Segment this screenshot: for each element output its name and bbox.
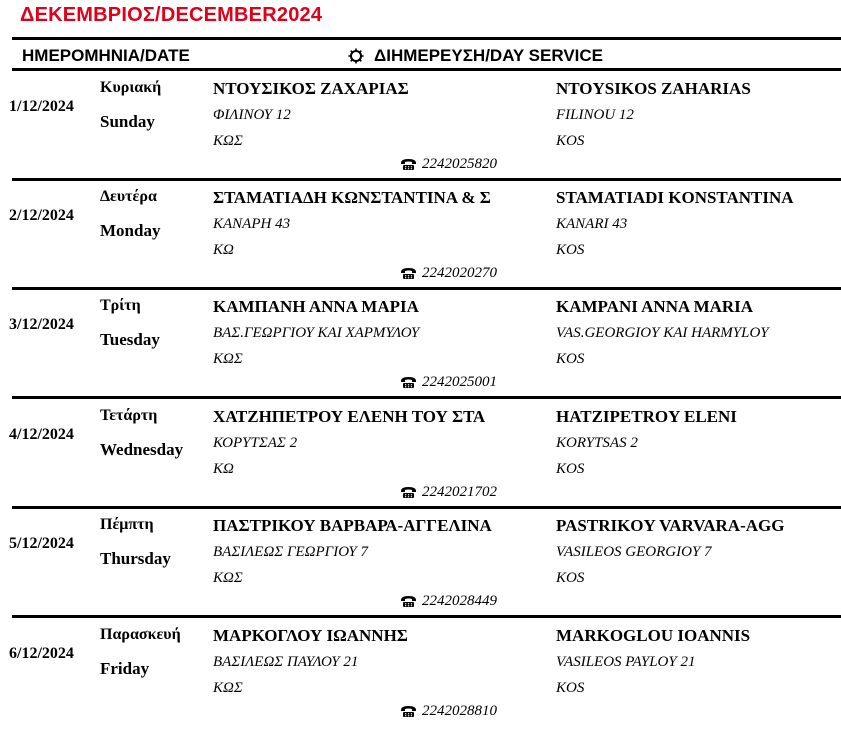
entry-city-gr: ΚΩ — [213, 242, 234, 258]
divider — [12, 615, 841, 618]
phone-icon — [400, 267, 417, 280]
entry-name-en: MARKOGLOU IOANNIS — [556, 626, 751, 645]
divider — [12, 506, 841, 509]
page-title: ΔΕΚΕΜΒΡΙΟΣ/DECEMBER2024 — [20, 4, 323, 26]
entry-address-gr: ΒΑΣΙΛΕΩΣ ΠΑΥΛΟΥ 21 — [213, 654, 359, 670]
entry-city-en: KOS — [556, 570, 585, 586]
entry-name-en: HATZIPETROY ELENI — [556, 407, 737, 426]
entry-phone-number: 2242020270 — [422, 265, 497, 281]
entry-name-gr: ΣΤΑΜΑΤΙΑΔΗ ΚΩΝΣΤΑΝΤΙΝΑ & Σ — [213, 188, 491, 207]
service-column-header — [348, 46, 603, 66]
sun-icon — [348, 48, 364, 64]
entry-phone-number: 2242025820 — [422, 156, 497, 172]
entry-date: 6/12/2024 — [9, 645, 74, 662]
entry-name-gr: ΜΑΡΚΟΓΛΟΥ ΙΩΑΝΝΗΣ — [213, 626, 408, 645]
entry-address-gr: ΒΑΣ.ΓΕΩΡΓΙΟΥ ΚΑΙ ΧΑΡΜΥΛΟΥ — [213, 325, 420, 341]
table-header — [12, 37, 841, 71]
entry-city-en: KOS — [556, 680, 585, 696]
entry-city-en: KOS — [556, 461, 585, 477]
entry-phone — [400, 703, 497, 720]
entry-city-gr: ΚΩΣ — [213, 351, 243, 367]
phone-icon — [400, 376, 417, 389]
entry-city-en: KOS — [556, 351, 585, 367]
entry-phone — [400, 593, 497, 610]
entry-name-en: STAMATIADI KONSTANTINA — [556, 188, 794, 207]
service-label: ΔΙΗΜΕΡΕΥΣΗ/DAY SERVICE — [374, 46, 604, 65]
list-item — [0, 188, 841, 298]
phone-icon — [400, 705, 417, 718]
entry-name-gr: ΠΑΣΤΡΙΚΟΥ ΒΑΡΒΑΡΑ-ΑΓΓΕΛΙΝΑ — [213, 516, 492, 535]
entry-phone-number: 2242028810 — [422, 703, 497, 719]
entry-address-en: KANARI 43 — [556, 216, 628, 232]
entry-city-gr: ΚΩΣ — [213, 680, 243, 696]
entry-address-gr: ΚΟΡΥΤΣΑΣ 2 — [213, 435, 298, 451]
entry-phone — [400, 484, 497, 501]
entry-city-gr: ΚΩΣ — [213, 133, 243, 149]
entry-city-gr: ΚΩ — [213, 461, 234, 477]
entry-day-en: Monday — [100, 221, 161, 240]
entry-name-gr: ΝΤΟΥΣΙΚΟΣ ΖΑΧΑΡΙΑΣ — [213, 79, 409, 98]
entry-address-gr: ΚΑΝΑΡΗ 43 — [213, 216, 291, 232]
entry-city-en: KOS — [556, 133, 585, 149]
entry-day-gr: Τετάρτη — [100, 407, 158, 424]
list-item — [0, 297, 841, 407]
entry-day-gr: Παρασκευή — [100, 626, 181, 643]
entry-address-en: KORYTSAS 2 — [556, 435, 638, 451]
entry-day-gr: Τρίτη — [100, 297, 141, 314]
entry-phone-number: 2242021702 — [422, 484, 497, 500]
entry-address-gr: ΒΑΣΙΛΕΩΣ ΓΕΩΡΓΙΟΥ 7 — [213, 544, 369, 560]
entry-phone-number: 2242025001 — [422, 374, 497, 390]
entry-phone — [400, 374, 497, 391]
entry-day-gr: Κυριακή — [100, 79, 162, 96]
entry-address-en: VASILEOS PAYLOY 21 — [556, 654, 696, 670]
entry-day-en: Thursday — [100, 549, 171, 568]
entry-date: 3/12/2024 — [9, 316, 74, 333]
entry-city-gr: ΚΩΣ — [213, 570, 243, 586]
phone-icon — [400, 595, 417, 608]
entry-name-gr: ΚΑΜΠΑΝΗ ΑΝΝΑ ΜΑΡΙΑ — [213, 297, 419, 316]
entry-city-en: KOS — [556, 242, 585, 258]
entry-name-en: NTOYSIKOS ZAHARIAS — [556, 79, 751, 98]
list-item — [0, 626, 841, 736]
divider — [12, 178, 841, 181]
entry-day-en: Wednesday — [100, 440, 184, 459]
entry-address-en: FILINOU 12 — [556, 107, 634, 123]
list-item — [0, 79, 841, 189]
entry-name-en: KAMPANI ANNA MARIA — [556, 297, 754, 316]
entry-address-en: VASILEOS GEORGIOY 7 — [556, 544, 712, 560]
entry-phone-number: 2242028449 — [422, 593, 497, 609]
entry-phone — [400, 265, 497, 282]
date-column-header: ΗΜΕΡΟΜΗΝΙΑ/DATE — [22, 46, 190, 65]
entry-date: 1/12/2024 — [9, 98, 74, 115]
entry-address-en: VAS.GEORGIOY KAI HARMYLOY — [556, 325, 769, 341]
phone-icon — [400, 486, 417, 499]
entry-name-en: PASTRIKOY VARVARA-AGG — [556, 516, 785, 535]
entry-date: 4/12/2024 — [9, 426, 74, 443]
entry-day-en: Friday — [100, 659, 150, 678]
entry-day-gr: Πέμπτη — [100, 516, 154, 533]
entry-date: 5/12/2024 — [9, 535, 74, 552]
list-item — [0, 516, 841, 626]
entry-address-gr: ΦΙΛΙΝΟΥ 12 — [213, 107, 291, 123]
entry-day-gr: Δευτέρα — [100, 188, 157, 205]
list-item — [0, 407, 841, 517]
entry-phone — [400, 156, 497, 173]
entry-name-gr: ΧΑΤΖΗΠΕΤΡΟΥ ΕΛΕΝΗ ΤΟΥ ΣΤΑ — [213, 407, 486, 426]
entry-day-en: Tuesday — [100, 330, 160, 349]
entry-day-en: Sunday — [100, 112, 155, 131]
entry-date: 2/12/2024 — [9, 207, 74, 224]
divider — [12, 287, 841, 290]
divider — [12, 396, 841, 399]
phone-icon — [400, 158, 417, 171]
